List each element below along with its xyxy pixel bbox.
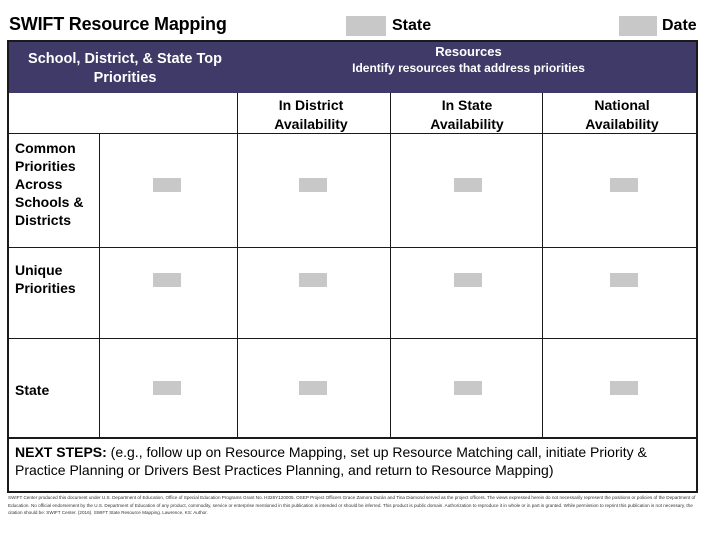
cell-common-priorities[interactable] bbox=[153, 178, 181, 192]
cell-unique-priorities[interactable] bbox=[153, 273, 181, 287]
state-input[interactable] bbox=[346, 16, 386, 36]
row-common-priorities: Common Priorities Across Schools & Districts bbox=[15, 140, 84, 228]
resource-mapping-table bbox=[7, 40, 698, 493]
divider-row-2 bbox=[9, 247, 696, 248]
cell-state-in-district[interactable] bbox=[299, 381, 327, 395]
header-band bbox=[9, 42, 696, 93]
divider-col-1 bbox=[99, 133, 100, 438]
divider-row-4 bbox=[9, 437, 696, 439]
footer-disclaimer: SWIFT Center produced this document under U.S. Department of Education, Office of Special Education Programs Grant No. H326Y120005. OSEP Project Officers Grace Zamora Durán and Tina Diamond served as the project officers. The views expressed herein do not necessarily represent the positions or policies of the Department of Education. No official endorsement by the U.S. Department of Education of any product, commodity, service or enterprise mentioned in this publication is intended or should be inferred. This product is public domain. Authorization to reproduce it in whole or in part is granted. While permission to reprint this publication is not necessary, the citation should be: SWIFT Center. (2016). SWIFT State Resource Mapping. Lawrence, KS: Author. bbox=[8, 495, 696, 515]
cell-state-national[interactable] bbox=[610, 381, 638, 395]
cell-state-in-state[interactable] bbox=[454, 381, 482, 395]
priorities-header: School, District, & State Top Priorities bbox=[28, 51, 222, 86]
date-label: Date bbox=[662, 17, 697, 34]
next-steps-label: NEXT STEPS: bbox=[15, 444, 107, 460]
resources-subheader: Identify resources that address priorities bbox=[352, 61, 585, 75]
cell-state-priorities[interactable] bbox=[153, 381, 181, 395]
cell-unique-in-district[interactable] bbox=[299, 273, 327, 287]
divider-row-3 bbox=[9, 338, 696, 339]
row-unique-priorities: Unique Priorities bbox=[15, 262, 76, 296]
date-input[interactable] bbox=[619, 16, 657, 36]
col-in-district: In District Availability bbox=[274, 97, 348, 132]
next-steps-text: (e.g., follow up on Resource Mapping, set up Resource Matching call, initiate Priority & Practice Planning or Drivers Best Practices Planning, and return to Resource Mapping) bbox=[15, 444, 647, 478]
page-title: SWIFT Resource Mapping bbox=[9, 14, 227, 34]
cell-common-national[interactable] bbox=[610, 178, 638, 192]
state-label: State bbox=[392, 17, 432, 34]
cell-unique-in-state[interactable] bbox=[454, 273, 482, 287]
cell-common-in-state[interactable] bbox=[454, 178, 482, 192]
divider-col-3 bbox=[390, 93, 391, 438]
cell-unique-national[interactable] bbox=[610, 273, 638, 287]
row-state: State bbox=[15, 382, 50, 398]
col-national: National Availability bbox=[585, 97, 659, 132]
divider-col-2 bbox=[237, 93, 238, 438]
cell-common-in-district[interactable] bbox=[299, 178, 327, 192]
divider-col-4 bbox=[542, 93, 543, 438]
col-in-state: In State Availability bbox=[430, 97, 504, 132]
next-steps bbox=[15, 443, 693, 479]
resources-header: Resources bbox=[435, 44, 502, 59]
